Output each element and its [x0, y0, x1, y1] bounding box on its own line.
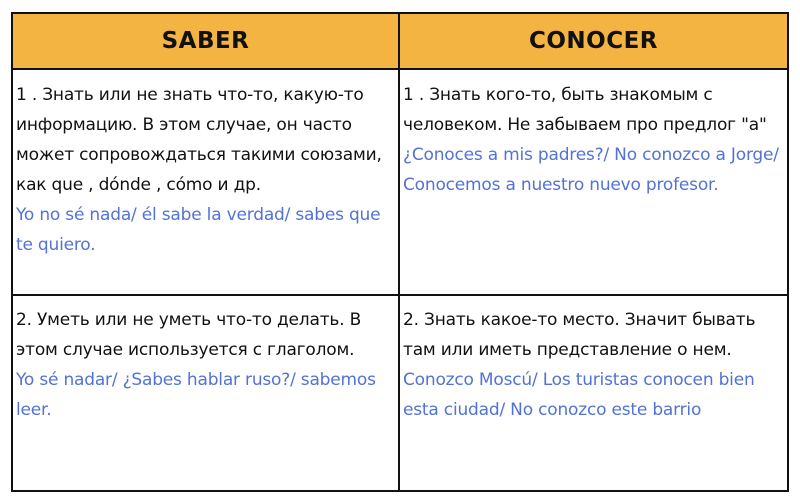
saber-rule-1-cell — [13, 70, 400, 296]
conocer-rule-1-examples: ¿Conoces a mis padres?/ No conozco a Jorge/ Conocemos a nuestro nuevo profesor. — [403, 145, 779, 195]
conocer-rule-2-cell — [400, 296, 787, 490]
header-saber-label: SABER — [161, 28, 250, 54]
saber-rule-2-examples: Yo sé nadar/ ¿Sabes hablar ruso?/ sabemos leer. — [16, 370, 376, 420]
conocer-rule-2-examples: Conozco Moscú/ Los turistas conocen bien esta ciudad/ No conozco este barrio — [403, 370, 755, 420]
saber-rule-1-text: 1 . Знать или не знать что-то, какую-то информацию. В этом случае, он часто может сопровождаться такими союзами, как que , dónde , cómo и др. — [16, 85, 382, 195]
header-conocer — [400, 14, 787, 70]
header-saber — [13, 14, 400, 70]
conocer-rule-1-text: 1 . Знать кого-то, быть знакомым с человеком. Не забываем про предлог "a" — [403, 85, 767, 135]
saber-rule-2-text: 2. Уметь или не уметь что-то делать. В этом случае используется с глаголом. — [16, 310, 362, 360]
header-conocer-label: CONOCER — [528, 28, 659, 54]
saber-rule-1-examples: Yo no sé nada/ él sabe la verdad/ sabes que te quiero. — [16, 205, 381, 255]
saber-rule-2-cell — [13, 296, 400, 490]
conocer-rule-1-cell — [400, 70, 787, 296]
saber-conocer-table — [11, 12, 789, 492]
conocer-rule-2-text: 2. Знать какое-то место. Значит бывать там или иметь представление о нем. — [403, 310, 756, 360]
